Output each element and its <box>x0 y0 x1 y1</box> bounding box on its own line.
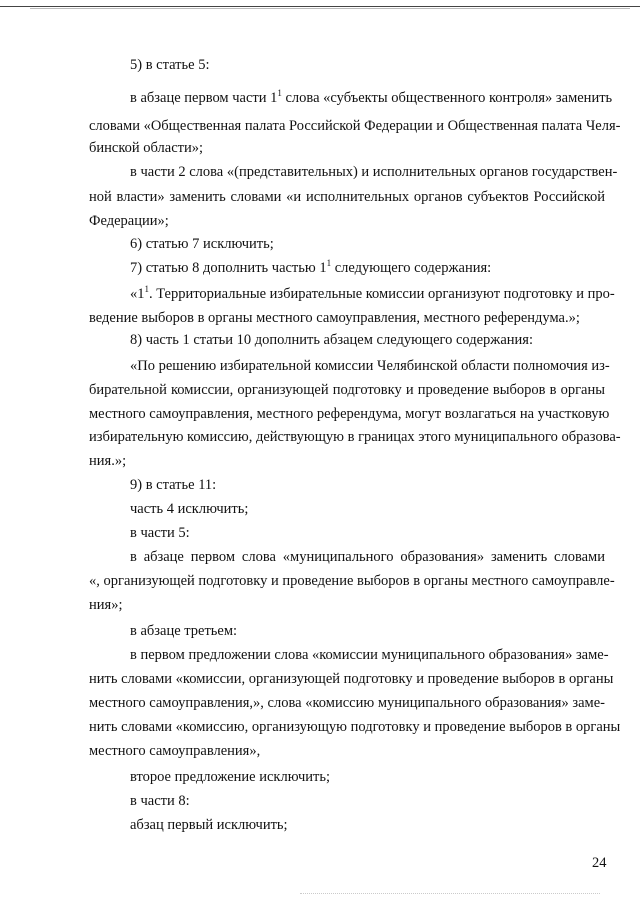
text-line: 8) часть 1 статьи 10 дополнить абзацем следующего содержания: <box>130 332 533 348</box>
text-line: в части 2 слова «(представительных) и исполнительных органов государствен- <box>130 164 618 180</box>
text-line: часть 4 исключить; <box>130 501 249 517</box>
text-line: 9) в статье 11: <box>130 477 217 493</box>
top-rule-shadow <box>30 8 630 9</box>
text-line: «, организующей подготовку и проведение выборов в органы местного самоуправле- <box>89 573 615 589</box>
text-line: в части 5: <box>130 525 190 541</box>
text-line: Федерации»; <box>89 213 169 229</box>
text-line: нить словами «комиссию, организующую подготовку и проведение выборов в органы <box>89 719 621 735</box>
text-line: в абзаце первом слова «муниципального образования» заменить словами <box>130 549 605 565</box>
text-line: бирательной комиссии, организующей подготовку и проведение выборов в органы <box>89 382 605 398</box>
text-line: в абзаце третьем: <box>130 623 238 639</box>
text-line: «$1^1$. Территориальные избирательные комиссии организуют подготовку и про- <box>130 284 615 302</box>
page-number: 24 <box>592 855 607 871</box>
text-line: ния»; <box>89 597 123 613</box>
text-line: 7) статью 8 дополнить частью $1^1$ следующего содержания: <box>130 258 492 276</box>
text-line: словами «Общественная палата Российской Федерации и Общественная палата Челя- <box>89 118 621 134</box>
text-line: в абзаце первом части $1^1$ слова «субъекты общественного контроля» заменить <box>130 88 613 106</box>
text-line: 6) статью 7 исключить; <box>130 236 274 252</box>
text-line: избирательную комиссию, действующую в границах этого муниципального образова- <box>89 429 621 445</box>
top-rule <box>0 6 640 7</box>
text-line: второе предложение исключить; <box>130 769 331 785</box>
text-line: в части 8: <box>130 793 190 809</box>
text-line: абзац первый исключить; <box>130 817 288 833</box>
text-line: 5) в статье 5: <box>130 57 210 73</box>
text-line: в первом предложении слова «комиссии муниципального образования» заме- <box>130 647 609 663</box>
text-line: местного самоуправления,», слова «комиссию муниципального образования» заме- <box>89 695 605 711</box>
text-line: ния.»; <box>89 453 127 469</box>
scan-specks <box>300 893 600 896</box>
text-line: нить словами «комиссии, организующей подготовку и проведение выборов в органы <box>89 671 614 687</box>
text-line: ведение выборов в органы местного самоуправления, местного референдума.»; <box>89 310 580 326</box>
text-line: местного самоуправления, местного референдума, могут возлагаться на участковую <box>89 406 610 422</box>
text-line: ной власти» заменить словами «и исполнительных органов субъектов Российской <box>89 189 605 205</box>
text-line: бинской области»; <box>89 140 204 156</box>
text-line: «По решению избирательной комиссии Челябинской области полномочия из- <box>130 358 610 374</box>
text-line: местного самоуправления», <box>89 743 261 759</box>
